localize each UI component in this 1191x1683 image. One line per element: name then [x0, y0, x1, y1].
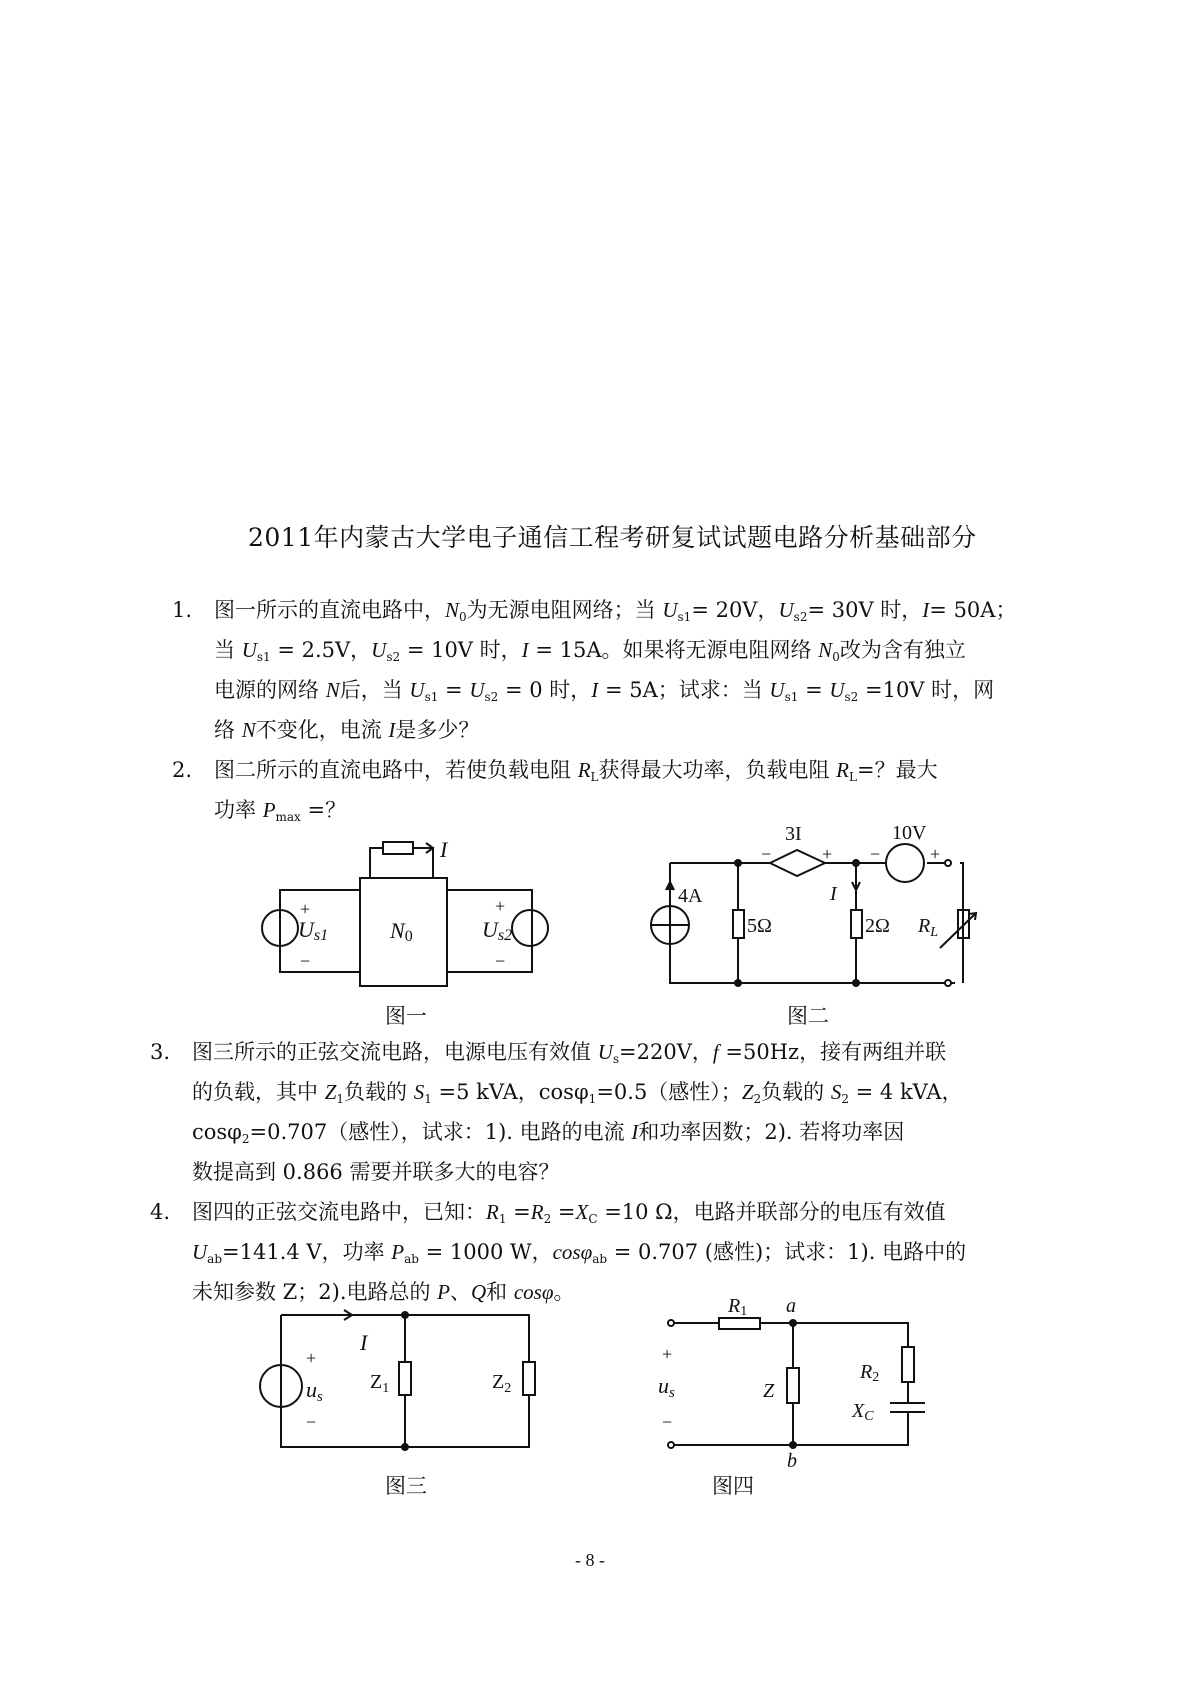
- figure-3-caption: 图三: [385, 1474, 427, 1498]
- math-symbol: $R_2$: [530, 1200, 552, 1226]
- math-symbol: P: [437, 1280, 450, 1304]
- page-title: 2011年内蒙古大学电子通信工程考研复试试题电路分析基础部分: [248, 523, 977, 552]
- question-line: cosφ$_2$=0.707（感性），试求：1). 电路的电流 I和功率因数；2). 若将功率因: [192, 1120, 905, 1146]
- label-current: I: [440, 837, 448, 862]
- math-symbol: $U_{s1}$: [409, 678, 439, 704]
- resistor-r1: [719, 1318, 760, 1329]
- svg-text:I: I: [830, 883, 837, 905]
- question-line: 3. 图三所示的正弦交流电路，电源电压有效值 $U_s=220V$，f =50Hz，接有两组并联: [150, 1032, 963, 1072]
- math-symbol: 1: [588, 1092, 597, 1106]
- math-symbol: I: [922, 598, 930, 622]
- math-symbol: Q: [471, 1280, 487, 1304]
- math-symbol: $S_2$: [830, 1080, 849, 1106]
- math-symbol: cosφ: [513, 1280, 554, 1304]
- math-symbol: N: [325, 678, 340, 702]
- svg-text:−: −: [761, 844, 772, 864]
- math-symbol: $U_{s1}$: [662, 598, 692, 624]
- question-2: [172, 750, 938, 830]
- svg-text:+: +: [300, 899, 311, 919]
- svg-text:XC: XC: [852, 1400, 874, 1424]
- impedance-z1: [399, 1362, 411, 1395]
- svg-text:+: +: [930, 844, 941, 864]
- svg-text:+: +: [662, 1344, 673, 1364]
- math-symbol: 2: [241, 1132, 250, 1146]
- math-symbol: $U_{s2}$: [829, 678, 859, 704]
- svg-text:−: −: [870, 844, 881, 864]
- resistor-5ohm: [733, 910, 744, 938]
- question-line: 未知参数 Z；2).电路总的 P、Q和 cosφ。: [192, 1280, 575, 1304]
- dependent-source: [770, 850, 825, 876]
- math-symbol: $X_C$: [575, 1200, 598, 1226]
- svg-text:+: +: [306, 1348, 317, 1368]
- svg-text:−: −: [495, 951, 506, 971]
- math-symbol: f: [712, 1040, 719, 1064]
- question-number: 3.: [150, 1040, 171, 1064]
- math-symbol: $U_s$: [597, 1040, 620, 1066]
- svg-text:R2: R2: [860, 1361, 880, 1385]
- svg-text:b: b: [787, 1450, 797, 1470]
- question-line: 的负载，其中 $Z_1$负载的 $S_1 =5$ kVA，cosφ$_1$=0.5（感性）；$Z_2$负载的 $S_2 = 4$ kVA，: [192, 1080, 963, 1106]
- question-line: 功率 $P_{max}$ =？: [214, 798, 347, 824]
- svg-text:+: +: [495, 896, 506, 916]
- math-symbol: $Z_2$: [741, 1080, 762, 1106]
- svg-text:Z: Z: [763, 1380, 775, 1402]
- math-symbol: $U_{s1}$: [769, 678, 799, 704]
- figure-1-caption: 图一: [385, 1004, 427, 1028]
- svg-text:us: us: [306, 1377, 323, 1405]
- question-line: $U_{ab}=141.4$ V，功率 $P_{ab} = 1000$ W，cosφ$_{ab}$ = 0.707 (感性)；试求：1). 电路中的: [192, 1240, 967, 1266]
- wire: [370, 848, 433, 878]
- label-us1: Us1: [298, 917, 329, 944]
- page-number: - 8 -: [575, 1550, 605, 1570]
- math-symbol: $U_{ab}$: [192, 1240, 223, 1266]
- resistor-r2: [902, 1347, 914, 1382]
- math-symbol: $R_L$: [577, 758, 599, 784]
- question-line: 2. 图二所示的直流电路中，若使负载电阻 $R_L$获得最大功率，负载电阻 $R_L=$？最大: [172, 750, 938, 790]
- question-number: 4.: [150, 1200, 171, 1224]
- math-symbol: I: [521, 638, 529, 662]
- math-symbol: $N_0$: [818, 638, 840, 664]
- question-line: 1. 图一所示的直流电路中，$N_0$为无源电阻网络；当 $U_{s1}= 20V$，$U_{s2}= 30V$ 时，I= 50A；: [172, 590, 1016, 630]
- impedance-z: [787, 1368, 799, 1403]
- math-symbol: $U_{s1}$: [241, 638, 271, 664]
- question-line: 当 $U_{s1} = 2.5V$，$U_{s2} = 10V$ 时，I = 15A。如果将无源电阻网络 $N_0$改为含有独立: [214, 638, 966, 664]
- math-symbol: $R_1$: [486, 1200, 507, 1226]
- arrow-icon: [420, 843, 433, 853]
- resistor-2ohm: [851, 910, 862, 938]
- question-line: 数提高到 0.866 需要并联多大的电容？: [192, 1160, 560, 1184]
- math-symbol: $Z_1$: [324, 1080, 345, 1106]
- question-1: [172, 590, 1016, 750]
- svg-text:R1: R1: [728, 1295, 748, 1319]
- figure-2-caption: 图二: [787, 1004, 829, 1028]
- svg-text:Z2: $Z_2$: [492, 1371, 512, 1396]
- svg-text:−: −: [662, 1412, 673, 1432]
- math-symbol: $S_1$: [413, 1080, 432, 1106]
- svg-text:I: I: [360, 1330, 368, 1355]
- svg-text:3I: 3I: [785, 823, 802, 845]
- question-3: [150, 1032, 963, 1192]
- question-line: 络 N不变化，电流 I是多少？: [214, 718, 480, 742]
- svg-text:us: us: [658, 1373, 675, 1401]
- math-symbol: $N_0$: [445, 598, 467, 624]
- figure-1-circuit: [240, 830, 560, 1000]
- math-symbol: cosφ$_{ab}$: [552, 1240, 608, 1266]
- math-symbol: I: [591, 678, 599, 702]
- figure-4-caption: 图四: [712, 1474, 754, 1498]
- voltage-source: [886, 844, 924, 882]
- arrow-icon: [325, 1310, 352, 1320]
- question-line: 电源的网络 N后，当 $U_{s1} = U_{s2} = 0$ 时，I = 5A；试求：当 $U_{s1} = U_{s2} =10V$ 时，网: [214, 678, 995, 704]
- math-symbol: $U_{s2}$: [371, 638, 401, 664]
- svg-text:+: +: [822, 844, 833, 864]
- svg-text:Z1: $Z_1$: [370, 1371, 390, 1396]
- resistor: [383, 842, 413, 854]
- math-symbol: $P_{ab}$: [391, 1240, 419, 1266]
- figure-4-circuit: [640, 1290, 960, 1470]
- svg-text:−: −: [300, 951, 311, 971]
- question-line: 4. 图四的正弦交流电路中，已知：$R_1 =R_2 =X_C =10$ Ω，电路并联部分的电压有效值: [150, 1192, 966, 1232]
- arrow-icon: [666, 882, 674, 905]
- svg-text:−: −: [306, 1412, 317, 1432]
- math-symbol: I: [388, 718, 396, 742]
- arrow-icon: [852, 870, 860, 890]
- question-number: 2.: [172, 758, 193, 782]
- svg-text:2Ω: 2Ω: [865, 915, 890, 937]
- math-symbol: I: [631, 1120, 639, 1144]
- figure-2-circuit: [630, 820, 1000, 1000]
- impedance-z2: [523, 1362, 535, 1395]
- math-symbol: N: [241, 718, 256, 742]
- svg-text:RL: $R_L$: [918, 915, 939, 940]
- math-symbol: $R_L$: [836, 758, 857, 784]
- svg-text:5Ω: 5Ω: [747, 915, 772, 937]
- svg-text:10V: 10V: [892, 822, 927, 844]
- voltage-source-2: [512, 910, 548, 946]
- label-us2: Us2: [482, 917, 513, 944]
- math-symbol: $P_{max}$: [262, 798, 301, 824]
- label-n0: N0: [390, 918, 413, 945]
- figure-3-circuit: [240, 1300, 560, 1460]
- question-number: 1.: [172, 598, 193, 622]
- svg-text:a: a: [786, 1295, 796, 1317]
- math-symbol: $U_{s2}$: [778, 598, 808, 624]
- capacitor: [890, 1403, 925, 1412]
- svg-text:4A: 4A: [678, 885, 703, 907]
- math-symbol: $U_{s2}$: [469, 678, 499, 704]
